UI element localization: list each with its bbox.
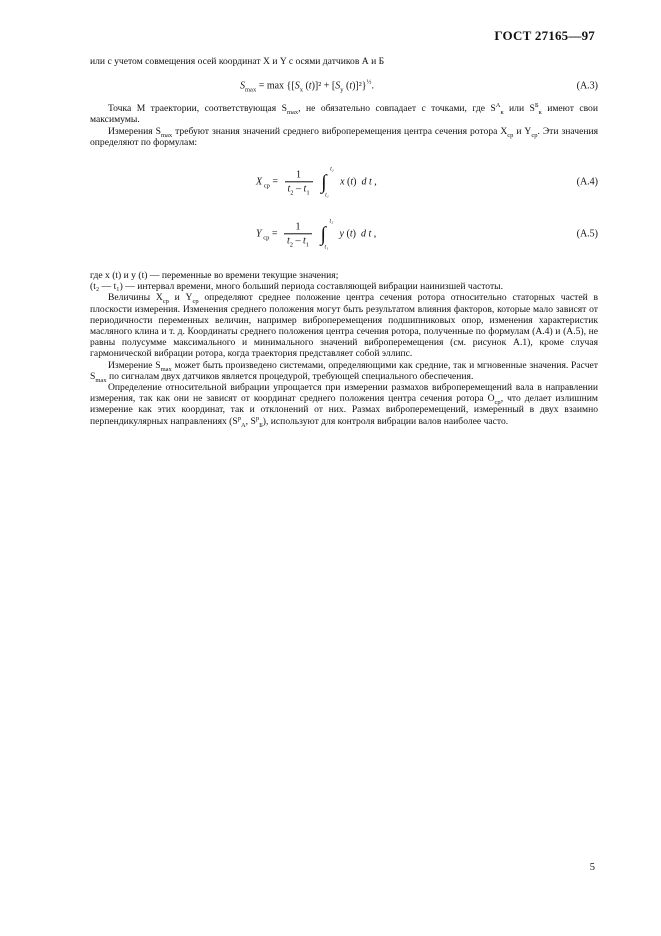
formula-a4: X $_{ср}$ = $\frac{1}{t_2 - t_1}$ ∫ t₂ t₁ x (t) d t , bbox=[256, 166, 377, 199]
where-line-1: где x (t) и y (t) — переменные во времени текущие значения; bbox=[90, 270, 339, 282]
equation-number-a3: (А.3) bbox=[576, 80, 598, 92]
intro-text: или с учетом совмещения осей координат X и Y с осями датчиков А и Б bbox=[90, 56, 385, 67]
intro-line bbox=[90, 56, 598, 67]
paragraph-point-m: Точка М траектории, соответствующая $S_{max}$, не обязательно совпадает с точками, где $S^A_к$ или $S^Б_к$ имеют свои максимумы. bbox=[90, 102, 598, 126]
equation-a5 bbox=[90, 214, 598, 254]
paragraph-smax: Измерение $S_{max}$ может быть произведено системами, определяющими как средние, так и мгновенные значения. Расчет $S_{max}$ по сигналам двух датчиков является процедурой, требующей специального обеспечения. bbox=[90, 359, 598, 384]
where-line-2: (t₂ — t₁) — интервал времени, много больший периода составляющей вибрации наинизшей частоты. bbox=[90, 281, 504, 293]
equation-number-a5: (А.5) bbox=[576, 228, 598, 240]
document-code: ГОСТ 27165—97 bbox=[494, 28, 595, 43]
equation-number-a4: (А.4) bbox=[576, 176, 598, 188]
paragraph-measurements: Измерения $S_{max}$ требуют знания значений среднего виброперемещения центра сечения ротора $X_{ср}$ и $Y_{ср}$. Эти значения определяют по формулам: bbox=[90, 125, 599, 148]
formula-a3: $S_{max} = \max \{[S_x$ $(t)]^2 + [S_y$ (t)]²}$^{\frac{1}{2}}$. bbox=[240, 79, 374, 94]
page-number: 5 bbox=[589, 862, 595, 873]
equation-a4 bbox=[90, 162, 598, 202]
paragraph-values: Величины $X_{ср}$ и $Y_{ср}$ определяют среднее положение центра сечения ротора относительно статорных частей в плоскости измерения. Изменения среднего положения могут быть результатом влияния факторов, которые мало зависят от периодичности переменных величин, например виброперемещения подшипниковых опор, изменения характеристик масляного клина и т. д. Координаты среднего положения центра сечения ротора, полученные по формулам (А.4) и (А.5), не равны полусумме максимального и минимального значений виброперемещения (см. рисунок А.1), кроме случая гармонической вибрации ротора, когда траектория представляет собой эллипс. bbox=[90, 292, 598, 360]
formula-a5: Y $_{ср}$ = $\frac{1}{t_2 - t_1}$ ∫ t₂ t₁ y (t) d t , bbox=[256, 218, 377, 251]
paragraph-definition: Определение относительной вибрации упрощается при измерении размахов виброперемещений вала в направлении измерения, так как они не зависят от координат среднего положения центра сечения ротора $O_{ср}$, что делает излишним измерение как этих координат, так и отклонений от них. Размах виброперемещений, измеренный в двух взаимно перпендикулярных направлениях ($S^р_A$, $S^р_Б$), используют для контроля вибрации валов наиболее часто. bbox=[90, 382, 598, 429]
document-body bbox=[90, 56, 598, 427]
equation-a3 bbox=[90, 75, 598, 97]
